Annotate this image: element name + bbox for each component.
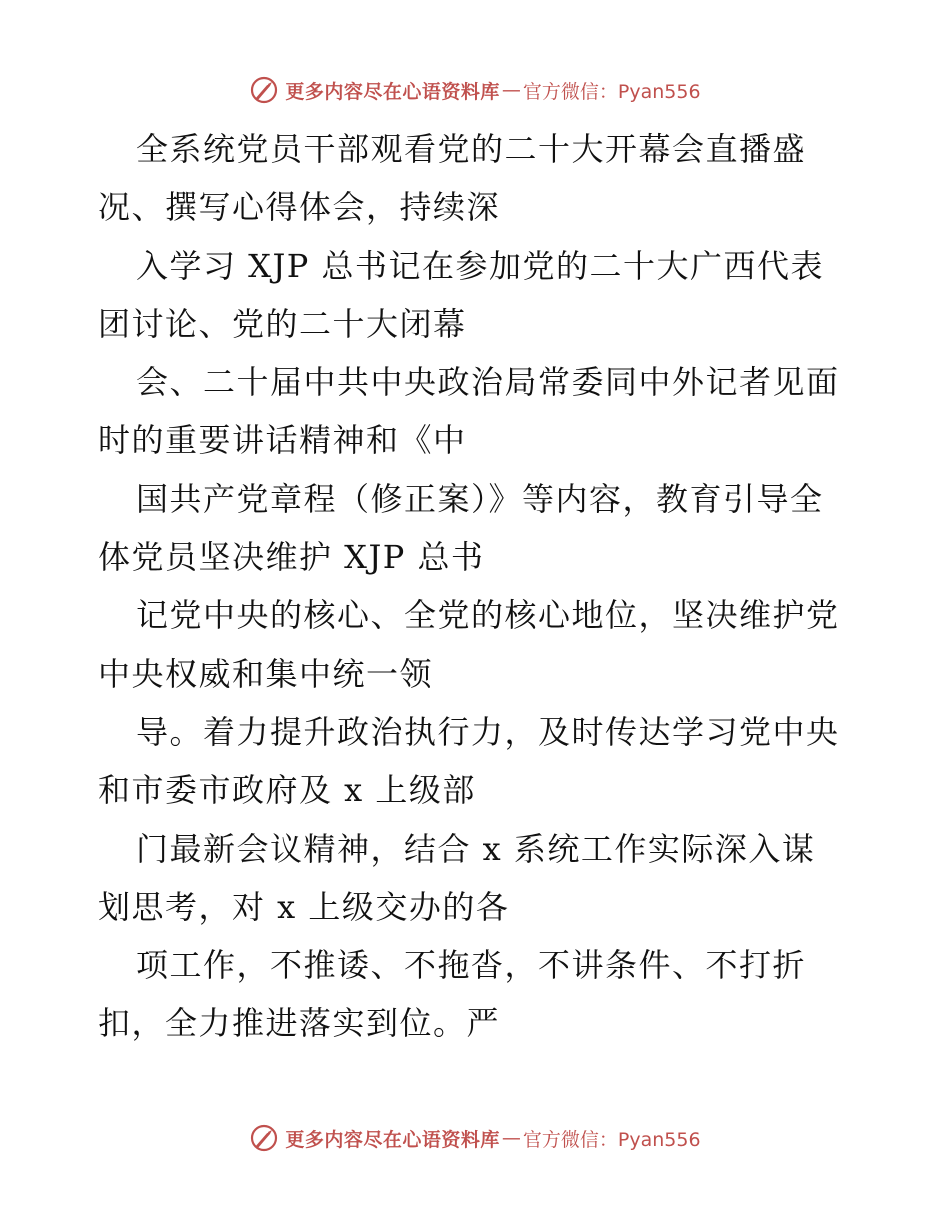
header-banner — [0, 70, 950, 110]
paragraph-line: 项工作，不推诿、不拖沓，不讲条件、不打折 — [136, 946, 807, 985]
paragraph-line: 团讨论、党的二十大闭幕 — [98, 304, 467, 343]
quill-pen-logo-icon — [249, 1123, 279, 1153]
banner-contact-text: 官方微信：Pyan556 — [522, 1128, 701, 1151]
paragraph-line: 记党中央的核心、全党的核心地位，坚决维护党 — [136, 596, 840, 635]
banner-separator: — — [501, 1127, 521, 1149]
paragraph-line: 国共产党章程（修正案）》等内容，教育引导全 — [136, 479, 824, 518]
banner-contact-text: 官方微信：Pyan556 — [522, 80, 701, 103]
paragraph-line: 和市委市政府及 x 上级部 — [98, 771, 476, 810]
paragraph-line: 时的重要讲话精神和《中 — [98, 421, 467, 460]
quill-pen-logo-icon — [249, 75, 279, 105]
paragraph-line: 导。着力提升政治执行力，及时传达学习党中央 — [136, 712, 840, 751]
paragraph-line: 入学习 XJP 总书记在参加党的二十大广西代表 — [136, 246, 824, 285]
paragraph-line: 全系统党员干部观看党的二十大开幕会直播盛 — [136, 130, 807, 168]
paragraph-line: 况、撰写心得体会，持续深 — [98, 188, 501, 227]
banner-brand-text: 更多内容尽在心语资料库 — [285, 80, 500, 103]
banner-separator: — — [501, 79, 521, 101]
paragraph-line: 划思考，对 x 上级交办的各 — [98, 887, 510, 926]
paragraph-line: 扣，全力推进落实到位。严 — [98, 1004, 501, 1043]
paragraph-line: 门最新会议精神，结合 x 系统工作实际深入谋 — [136, 829, 816, 868]
paragraph-line: 会、二十届中共中央政治局常委同中外记者见面 — [136, 363, 840, 402]
banner-brand-text: 更多内容尽在心语资料库 — [285, 1128, 500, 1151]
document-body — [98, 120, 878, 1053]
paragraph-line: 中央权威和集中统一领 — [98, 654, 434, 693]
paragraph-line: 体党员坚决维护 XJP 总书 — [98, 538, 485, 577]
footer-banner — [0, 1118, 950, 1158]
